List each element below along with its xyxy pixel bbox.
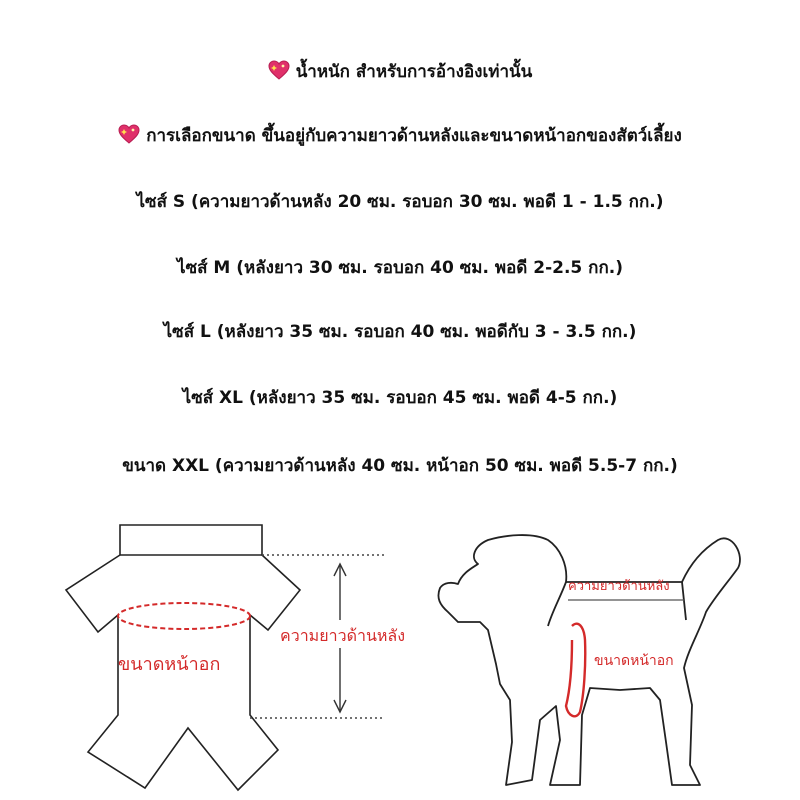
dog-chest-label: ขนาดหน้าอก — [594, 653, 674, 669]
size-l-line: ไซส์ L (หลังยาว 35 ซม. รอบอก 40 ซม. พอดีกับ 3 - 3.5 กก.) — [163, 322, 637, 342]
shirt-chest-label: ขนาดหน้าอก — [118, 654, 221, 675]
dog-back-length-label: ความยาวด้านหลัง — [568, 579, 670, 594]
shirt-back-length-label: ความยาวด้านหลัง — [280, 626, 406, 645]
measurement-diagram — [0, 500, 800, 800]
weight-note — [0, 58, 800, 85]
weight-note-text: น้ำหนัก สำหรับการอ้างอิงเท่านั้น — [295, 62, 533, 82]
size-s-line: ไซส์ S (ความยาวด้านหลัง 20 ซม. รอบอก 30 ซม. พอดี 1 - 1.5 กก.) — [136, 192, 664, 212]
size-note-text: การเลือกขนาด ขึ้นอยู่กับความยาวด้านหลังและขนาดหน้าอกของสัตว์เลี้ยง — [146, 126, 682, 146]
size-note — [0, 122, 800, 149]
sparkling-heart-icon — [118, 124, 140, 144]
dog-chest-strap — [566, 624, 585, 717]
size-xl-line: ไซส์ XL (หลังยาว 35 ซม. รอบอก 45 ซม. พอดี 4-5 กก.) — [182, 388, 618, 408]
sparkling-heart-icon — [268, 60, 290, 80]
size-m-line: ไซส์ M (หลังยาว 30 ซม. รอบอก 40 ซม. พอดี 2-2.5 กก.) — [177, 258, 623, 278]
size-xxl-line: ขนาด XXL (ความยาวด้านหลัง 40 ซม. หน้าอก 50 ซม. พอดี 5.5-7 กก.) — [122, 456, 678, 476]
shirt-chest-ellipse — [118, 603, 250, 629]
dog-illustration — [438, 535, 740, 785]
